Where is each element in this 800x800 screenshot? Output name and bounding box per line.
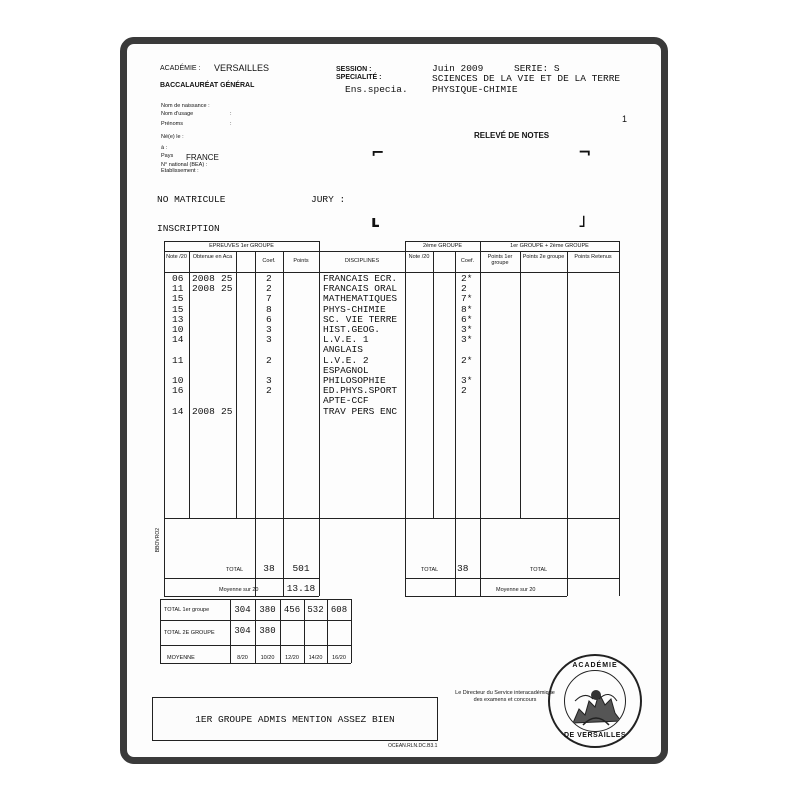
row-coef: 3 xyxy=(266,334,272,346)
row-coef: 3 xyxy=(266,375,272,386)
scale-cell: 380 xyxy=(259,605,276,615)
bac-title: BACCALAURÉAT GÉNÉRAL xyxy=(160,82,255,89)
jury-label: JURY : xyxy=(311,194,346,205)
director-line-1: Le Directeur du Service interacadémique xyxy=(455,690,555,696)
row-note: 14 xyxy=(172,334,184,346)
scale-cell: 14/20 xyxy=(308,655,323,661)
row-discipline: PHILOSOPHIE xyxy=(323,375,386,386)
row-annee: 2008 xyxy=(192,405,215,417)
pays-value: FRANCE xyxy=(186,153,219,162)
row-note: 11 xyxy=(172,354,184,366)
scale-cell: 304 xyxy=(234,626,251,636)
row-coef2: 2* xyxy=(461,354,473,366)
frame-corner-br: ˩ xyxy=(578,212,586,231)
scale-cell: 16/20 xyxy=(332,655,346,661)
row-note: 16 xyxy=(172,385,184,397)
frame-corner-tr: ¬ xyxy=(578,143,592,162)
a-label: à : xyxy=(161,145,168,151)
total-coef: 38 xyxy=(263,563,275,574)
row-annee: 2008 xyxy=(192,273,215,284)
head-coef-2: Coef. xyxy=(460,258,475,264)
row-aca: 25 xyxy=(221,283,233,295)
academie-value: VERSAILLES xyxy=(214,63,270,73)
row-coef: 8 xyxy=(266,303,272,315)
scale-cell: 532 xyxy=(307,605,324,615)
nom-naissance-label: Nom de naissance : xyxy=(161,103,210,109)
row-note: 14 xyxy=(172,405,184,417)
row-discipline: ED.PHYS.SPORT xyxy=(323,385,398,397)
row-note: 15 xyxy=(172,303,184,315)
row-coef2: 6* xyxy=(461,313,473,325)
row-coef: 2 xyxy=(266,354,272,366)
row-discipline: FRANCAIS ECR. xyxy=(323,273,398,284)
head-coef: Coef. xyxy=(262,258,276,264)
head-epreuves: EPREUVES 1er GROUPE xyxy=(209,243,274,249)
moyenne-2-label: Moyenne sur 20 xyxy=(496,587,536,593)
session-value: Juin 2009 xyxy=(432,63,484,74)
head-note-2: Note /20 xyxy=(408,254,430,260)
row-coef2: 2* xyxy=(461,273,473,284)
row-aca: 25 xyxy=(221,405,233,417)
scale-cell: 456 xyxy=(283,605,301,615)
matricule-label: NO MATRICULE xyxy=(157,194,226,205)
row-note: 13 xyxy=(172,313,184,325)
frame-corner-tl: ⌐ xyxy=(371,143,385,162)
row-discipline: L.V.E. 2 xyxy=(323,354,369,366)
row-coef2: 7* xyxy=(461,293,473,305)
row-coef2: 3* xyxy=(461,375,473,386)
row-discipline: SC. VIE TERRE xyxy=(323,313,398,325)
page-number: 1 xyxy=(622,114,628,124)
scale-cell: 304 xyxy=(234,605,251,615)
total-2-label: TOTAL xyxy=(421,567,439,573)
total-2-coef: 38 xyxy=(457,563,469,574)
director-line-2: des examens et concours xyxy=(473,697,537,703)
scale-total1-label: TOTAL 1er groupe xyxy=(164,607,210,613)
row-discipline: L.V.E. 1 xyxy=(323,334,369,346)
row-coef: 3 xyxy=(266,324,272,335)
row-coef: 7 xyxy=(266,293,272,305)
row-coef2: 3* xyxy=(461,334,473,346)
head-pts-1er: Points 1er groupe xyxy=(487,254,513,266)
seal-bottom-text: DE VERSAILLES xyxy=(563,732,627,739)
head-disciplines: DISCIPLINES xyxy=(344,258,380,264)
scale-total2-label: TOTAL 2E GROUPE xyxy=(164,630,215,636)
nom-usage-label: Nom d'usage xyxy=(161,111,194,117)
total-label: TOTAL xyxy=(226,567,244,573)
row-discipline: TRAV PERS ENC xyxy=(323,405,398,417)
head-pts-retenus: Points Retenus xyxy=(574,254,612,260)
row-discipline: HIST.GEOG. xyxy=(323,324,381,335)
form-code: OCEAN.RLN.DC.B3.1 xyxy=(388,743,438,749)
academie-label: ACADÉMIE : xyxy=(160,65,201,72)
head-note: Note /20 xyxy=(166,254,187,260)
etablissement-label: Etablissement : xyxy=(161,168,199,174)
row-discipline: ESPAGNOL xyxy=(323,364,369,376)
row-annee: 2008 xyxy=(192,283,215,295)
head-obtenue: Obtenue en Aca xyxy=(192,254,233,260)
specialite-value: SCIENCES DE LA VIE ET DE LA TERRE xyxy=(432,73,621,84)
total-points: 501 xyxy=(292,563,310,574)
row-coef: 2 xyxy=(266,385,272,397)
scale-cell: 10/20 xyxy=(260,655,275,661)
moyenne-value: 13.18 xyxy=(286,583,316,594)
scale-cell: 8/20 xyxy=(237,655,248,661)
row-note: 15 xyxy=(172,293,184,305)
ens-value: PHYSIQUE-CHIMIE xyxy=(432,84,518,95)
scale-cell: 380 xyxy=(259,626,276,636)
row-coef2: 2 xyxy=(461,385,467,397)
row-aca: 25 xyxy=(221,273,233,284)
seal-emblem-icon xyxy=(564,670,626,732)
head-points: Points xyxy=(293,258,309,264)
row-note: 10 xyxy=(172,375,184,386)
scale-cell: 608 xyxy=(330,605,348,615)
row-coef2: 8* xyxy=(461,303,473,315)
result-text: 1ER GROUPE ADMIS MENTION ASSEZ BIEN xyxy=(195,714,395,725)
moyenne-label: Moyenne sur 20 xyxy=(219,587,259,593)
row-discipline: ANGLAIS xyxy=(323,344,363,356)
row-discipline: FRANCAIS ORAL xyxy=(323,283,398,295)
seal-top-text: ACADÉMIE xyxy=(572,662,618,669)
row-note: 06 xyxy=(172,273,184,284)
academie-seal xyxy=(548,654,642,748)
num-national-label: N° national (BEA) : xyxy=(161,162,208,168)
session-label: SESSION : xyxy=(336,66,372,73)
scale-cell: 12/20 xyxy=(285,655,299,661)
row-note: 10 xyxy=(172,324,184,335)
row-discipline: PHYS-CHIMIE xyxy=(323,303,386,315)
releve-title: RELEVÉ DE NOTES xyxy=(474,131,550,140)
row-coef2: 3* xyxy=(461,324,473,335)
inscription-label: INSCRIPTION xyxy=(157,223,220,234)
pays-label: Pays xyxy=(161,153,174,159)
ens-label: Ens.specia. xyxy=(345,84,408,95)
row-note: 11 xyxy=(172,283,184,295)
row-coef: 2 xyxy=(266,273,272,284)
side-code: BBOVRO2 xyxy=(155,528,161,553)
head-1er-2eme: 1er GROUPE + 2ème GROUPE xyxy=(510,243,589,249)
row-discipline: MATHEMATIQUES xyxy=(323,293,398,305)
ne-le-label: Né(e) le : xyxy=(161,134,184,140)
row-coef: 2 xyxy=(266,283,272,295)
scale-moyenne-label: MOYENNE xyxy=(167,655,195,661)
prenoms-label: Prénoms xyxy=(161,121,184,127)
head-pts-2e: Points 2e groupe xyxy=(522,254,565,260)
specialite-label: SPECIALITÉ : xyxy=(336,74,382,81)
frame-corner-bl: ʟ xyxy=(371,212,380,231)
serie-value: SERIE: S xyxy=(514,63,560,74)
row-coef: 6 xyxy=(266,313,272,325)
head-2eme-groupe: 2ème GROUPE xyxy=(422,243,463,249)
total-3-label: TOTAL xyxy=(530,567,548,573)
row-discipline: APTE-CCF xyxy=(323,395,369,407)
row-coef2: 2 xyxy=(461,283,467,295)
